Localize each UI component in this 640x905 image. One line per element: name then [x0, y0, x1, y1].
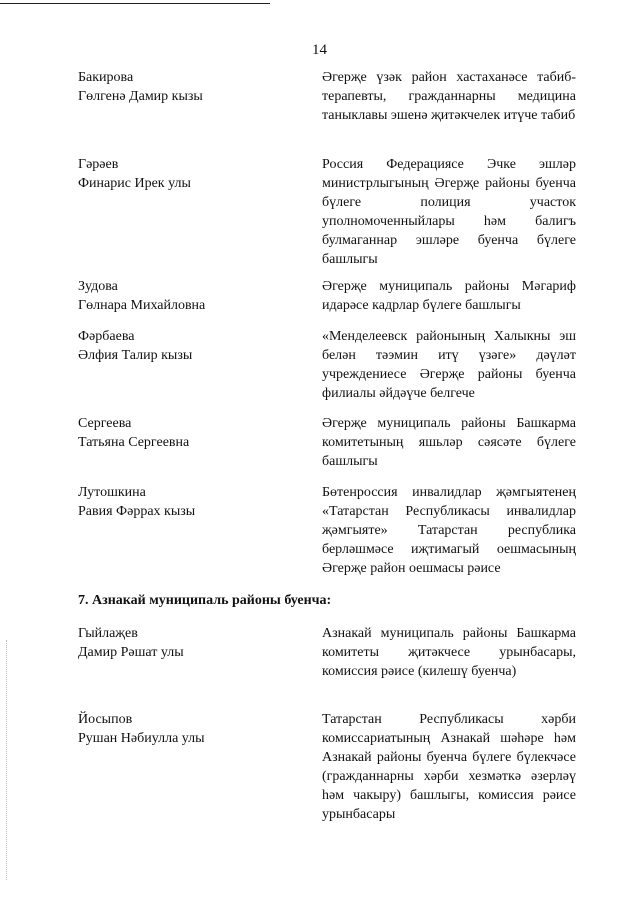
member-name: Гәрәев Финарис Ирек улы [78, 157, 191, 191]
member-role: Әгерҗе муниципаль районы Башкарма комитетының яшьләр сәясәте бүлеге башлыгы [322, 416, 576, 469]
member-name: Фәрбаева Әлфия Талир кызы [78, 329, 193, 363]
member-role: Россия Федерациясе Эчке эшләр министрлыгының Әгерҗе районы буенча бүлеге полиция участок уполномоченныйлары һәм балигъ булмаганнар эшләре буенча бүлеге башлыгы [322, 157, 576, 267]
section-heading: 7. Азнакай муниципаль районы буенча: [78, 593, 332, 608]
member-role: «Менделеевск районының Халыкны эш белән тәэмин итү үзәге» дәүләт учреждениесе Әгерҗе районы буенча филиалы әйдәүче белгече [322, 329, 576, 401]
member-role: Азнакай муниципаль районы Башкарма комитеты җитәкчесе урынбасары, комиссия рәисе (килешү буенча) [322, 626, 576, 679]
member-name: Бакирова Гөлгенә Дамир кызы [78, 70, 203, 104]
member-role: Әгерҗе муниципаль районы Мәгариф идарәсе кадрлар бүлеге башлыгы [322, 279, 576, 313]
member-role: Әгерҗе үзәк район хастаханәсе табиб-терапевты, гражданнарны медицина таныклавы эшенә җитәкчелек итүче табиб [322, 70, 576, 123]
member-name: Лутошкина Равия Фәррах кызы [78, 485, 196, 519]
member-name: Гыйлаҗев Дамир Рәшат улы [78, 626, 184, 660]
member-role: Татарстан Республикасы хәрби комиссариатының Азнакай шәһәре һәм Азнакай районы буенча бүлеге бүлекчәсе (гражданнарны хәрби хезмәткә әзерләү һәм чакыру) башлыгы, комиссия рәисе урынбасары [322, 712, 576, 822]
header-rule [0, 3, 270, 4]
member-name: Йосыпов Рушан Нәбиулла улы [78, 712, 205, 746]
member-name: Сергеева Татьяна Сергеевна [78, 416, 190, 450]
scan-margin-artifact [6, 640, 7, 880]
member-name: Зудова Гөлнара Михайловна [78, 279, 206, 313]
page-number: 14 [312, 42, 327, 58]
member-role: Бөтенроссия инвалидлар җәмгыятенең «Татарстан Республикасы инвалидлар җәмгыяте» Татарстан республика берләшмәсе иҗтимагый оешмасының Әгерҗе район оешмасы рәисе [322, 485, 576, 576]
